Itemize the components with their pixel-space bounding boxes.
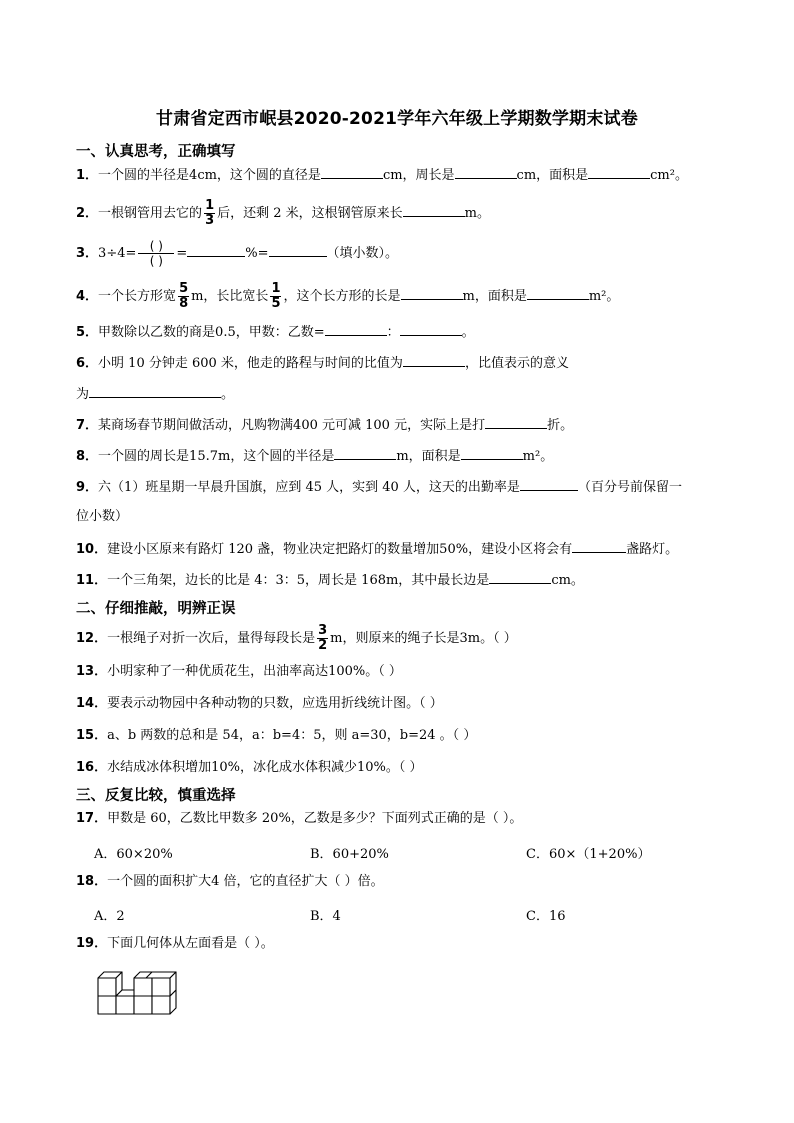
question-number: 15．	[76, 728, 108, 743]
question-4: 4．一个长方形宽 $\frac{5}{8}$ m，长比宽长 $\frac{1}{5}$ ，这个长方形的长是 m，面积是 m²。	[76, 281, 620, 311]
answer-blank[interactable]	[403, 352, 465, 367]
answer-blank[interactable]	[588, 164, 650, 179]
question-number: 10．	[76, 542, 108, 557]
question-number: 8．	[76, 449, 99, 464]
answer-blank[interactable]	[325, 321, 387, 336]
answer-blank[interactable]	[89, 383, 221, 398]
question-number: 1．	[76, 168, 99, 183]
option-b[interactable]: B．4	[310, 909, 341, 924]
question-10: 10．建设小区原来有路灯 120 盏，物业决定把路灯的数量增加50%，建设小区将会有 盏路灯。	[76, 538, 678, 560]
question-number: 4．	[76, 289, 99, 304]
option-c[interactable]: C．60×（1+20%）	[526, 847, 651, 862]
question-16: 16．水结成冰体积增加10%，冰化成水体积减少10%。（ ）	[76, 760, 423, 775]
question-19: 19．下面几何体从左面看是（ ）。	[76, 936, 274, 951]
question-11: 11．一个三角架，边长的比是 4：3：5，周长是 168m，其中最长边是 cm。	[76, 569, 584, 591]
answer-blank[interactable]	[187, 242, 245, 257]
question-3: 3．3÷4= $\frac{( )}{( )}$ = %= （填小数）。	[76, 239, 399, 268]
option-b[interactable]: B．60+20%	[310, 847, 389, 862]
question-number: 13．	[76, 664, 108, 679]
question-18: 18．一个圆的面积扩大4 倍，它的直径扩大（ ）倍。	[76, 874, 384, 889]
fraction: $\frac{3}{2}$	[318, 623, 328, 653]
question-2: 2．一根钢管用去它的 $\frac{1}{3}$ 后，还剩 2 米，这根钢管原来长 m。	[76, 198, 490, 228]
question-15: 15．a、b 两数的总和是 54，a：b=4：5，则 a=30，b=24 。（ ）	[76, 728, 477, 743]
question-9: 9．六（1）班星期一早晨升国旗，应到 45 人，实到 40 人，这天的出勤率是 （百分号前保留一	[76, 476, 682, 498]
answer-blank[interactable]	[572, 538, 626, 553]
question-number: 7．	[76, 418, 99, 433]
answer-blank[interactable]	[401, 285, 463, 300]
cube-stack-figure	[96, 962, 180, 1018]
question-7: 7．某商场春节期间做活动，凡购物满400 元可减 100 元，实际上是打 折。	[76, 414, 573, 436]
blank-fraction[interactable]: $\frac{( )}{( )}$	[138, 239, 174, 268]
answer-blank[interactable]	[455, 164, 517, 179]
option-a[interactable]: A．60×20%	[94, 847, 173, 862]
section-heading-2: 二、仔细推敲，明辨正误	[76, 601, 236, 617]
fraction: $\frac{5}{8}$	[179, 281, 189, 311]
fraction: $\frac{1}{3}$	[205, 198, 215, 228]
answer-blank[interactable]	[485, 414, 547, 429]
question-number: 11．	[76, 573, 108, 588]
answer-blank[interactable]	[461, 445, 523, 460]
question-13: 13．小明家种了一种优质花生，出油率高达100%。（ ）	[76, 664, 402, 679]
answer-blank[interactable]	[334, 445, 396, 460]
option-a[interactable]: A．2	[94, 909, 125, 924]
fraction: $\frac{1}{5}$	[271, 281, 281, 311]
question-12: 12．一根绳子对折一次后，量得每段长是 $\frac{3}{2}$ m，则原来的绳子长是3m。（ ）	[76, 623, 517, 653]
question-number: 3．	[76, 246, 99, 261]
answer-blank[interactable]	[489, 569, 551, 584]
question-5: 5．甲数除以乙数的商是0.5，甲数：乙数= ： 。	[76, 321, 475, 343]
answer-blank[interactable]	[527, 285, 589, 300]
answer-blank[interactable]	[321, 164, 383, 179]
section-heading-3: 三、反复比较，慎重选择	[76, 788, 236, 804]
page-title: 甘肃省定西市岷县2020-2021学年六年级上学期数学期末试卷	[156, 109, 638, 129]
question-6-continued: 为 。	[76, 383, 234, 405]
question-number: 2．	[76, 206, 99, 221]
question-14: 14．要表示动物园中各种动物的只数，应选用折线统计图。（ ）	[76, 696, 443, 711]
question-number: 19．	[76, 936, 108, 951]
answer-blank[interactable]	[269, 242, 327, 257]
option-c[interactable]: C．16	[526, 909, 566, 924]
section-heading-1: 一、认真思考，正确填写	[76, 144, 236, 160]
question-17: 17．甲数是 60，乙数比甲数多 20%，乙数是多少？下面列式正确的是（ ）。	[76, 811, 523, 826]
question-number: 9．	[76, 480, 99, 495]
question-number: 12．	[76, 631, 108, 646]
question-number: 14．	[76, 696, 108, 711]
question-number: 17．	[76, 811, 108, 826]
answer-blank[interactable]	[400, 321, 462, 336]
question-6: 6．小明 10 分钟走 600 米，他走的路程与时间的比值为 ，比值表示的意义	[76, 352, 569, 374]
answer-blank[interactable]	[403, 202, 465, 217]
question-8: 8．一个圆的周长是15.7m，这个圆的半径是 m，面积是 m²。	[76, 445, 553, 467]
question-number: 18．	[76, 874, 108, 889]
question-number: 6．	[76, 356, 99, 371]
question-number: 5．	[76, 325, 99, 340]
question-9-continued: 位小数）	[76, 509, 129, 524]
question-1: 1．一个圆的半径是4cm，这个圆的直径是 cm，周长是 cm，面积是 cm²。	[76, 164, 688, 186]
answer-blank[interactable]	[520, 476, 578, 491]
question-number: 16．	[76, 760, 108, 775]
